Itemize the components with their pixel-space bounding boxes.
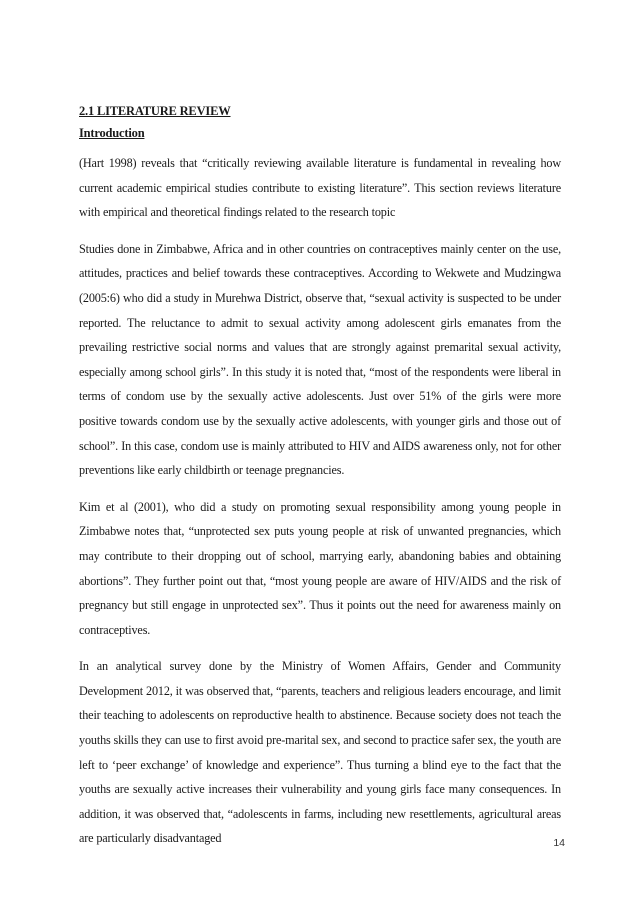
paragraph-studies-zimbabwe: Studies done in Zimbabwe, Africa and in other countries on contraceptives mainly center on the use, attitudes, practices and belief towards these contraceptives. According to Wekwete and Mudzingwa (2005:6) who did a study in Murehwa District, observe that, “sexual activity is suspected to be under reported. The reluctance to admit to sexual activity among adolescent girls emanates from the prevailing restrictive social norms and values that are strongly against premarital sexual activity, especially among school girls”. In this study it is noted that, “most of the respondents were liberal in terms of condom use by the sexually active adolescents. Just over 51% of the girls were more positive towards condom use by the sexually active adolescents, with younger girls and those out of school”. In this case, condom use is mainly attributed to HIV and AIDS awareness only, not for other preventions like early childbirth or teenage pregnancies. [79, 241, 561, 478]
section-heading: 2.1 LITERATURE REVIEW [79, 104, 231, 118]
page-content [79, 103, 561, 851]
paragraph-kim-et-al: Kim et al (2001), who did a study on promoting sexual responsibility among young people in Zimbabwe notes that, “unprotected sex puts young people at risk of unwanted pregnancies, which may contribute to their dropping out of school, marrying early, abandoning babies and obtaining abortions”. They further point out that, “most young people are aware of HIV/AIDS and the risk of pregnancy but still engage in unprotected sex”. Thus it points out the need for awareness mainly on contraceptives. [79, 499, 561, 637]
page-number: 14 [553, 837, 565, 849]
paragraph-introduction: (Hart 1998) reveals that “critically reviewing available literature is fundamental in revealing how current academic empirical studies contribute to existing literature”. This section reviews literature with empirical and theoretical findings related to the research topic [79, 156, 561, 220]
subsection-heading: Introduction [79, 126, 145, 140]
paragraph-ministry-survey: In an analytical survey done by the Ministry of Women Affairs, Gender and Community Development 2012, it was observed that, “parents, teachers and religious leaders encourage, and limit their teaching to adolescents on reproductive health to abstinence. Because society does not teach the youths skills they can use to first avoid pre-marital sex, and second to practice safer sex, the youth are left to ‘peer exchange’ of knowledge and experience”. Thus turning a blind eye to the fact that the youths are sexually active increases their vulnerability and young girls face many consequences. In addition, it was observed that, “adolescents in farms, including new resettlements, agricultural areas are particularly disadvantaged [79, 659, 561, 846]
